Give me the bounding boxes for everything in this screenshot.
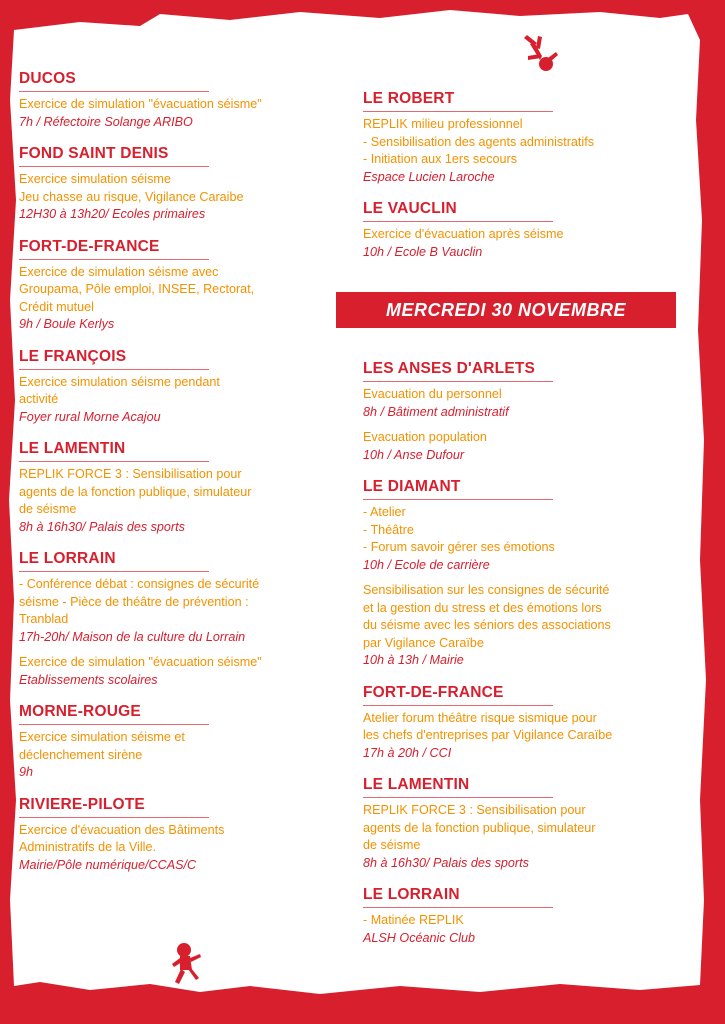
event-description: de séisme <box>19 502 77 516</box>
event-description: et la gestion du stress et des émotions lors <box>363 600 602 615</box>
running-child-icon <box>170 942 204 986</box>
event-description: Atelier forum théâtre risque sismique pour <box>363 710 597 725</box>
event-description: Exercice de simulation "évacuation séisme" <box>19 97 262 111</box>
town-heading: LE LAMENTIN <box>19 440 209 462</box>
event-description: Sensibilisation sur les consignes de sécurité <box>363 583 610 597</box>
event-block <box>363 386 683 421</box>
event-description: Tranblad <box>19 612 69 626</box>
town-heading: LE LAMENTIN <box>363 776 553 798</box>
event-description: Exercice de simulation "évacuation séisme" <box>19 655 262 669</box>
town-heading: FORT-DE-FRANCE <box>19 238 209 260</box>
town-heading: DUCOS <box>19 70 209 92</box>
event-entry <box>19 796 319 875</box>
event-block <box>363 226 683 261</box>
right-column-top <box>363 90 683 275</box>
town-heading: MORNE-ROUGE <box>19 703 209 725</box>
event-description: Exercice d'évacuation des Bâtiments <box>19 822 225 837</box>
town-heading: RIVIERE-PILOTE <box>19 796 209 818</box>
event-block <box>19 466 319 536</box>
event-description: - Forum savoir gérer ses émotions <box>363 540 555 554</box>
town-heading: FORT-DE-FRANCE <box>363 684 553 706</box>
event-entry <box>363 886 683 947</box>
event-description: REPLIK milieu professionnel <box>363 117 523 131</box>
event-entry <box>363 776 683 872</box>
event-time-place: 8h à 16h30/ Palais des sports <box>363 855 529 870</box>
event-time-place: 17h-20h/ Maison de la culture du Lorrain <box>19 629 246 644</box>
event-description: Jeu chasse au risque, Vigilance Caraibe <box>19 189 244 204</box>
town-heading: LE LORRAIN <box>19 550 209 572</box>
event-entry <box>19 145 319 224</box>
event-description: Exercice simulation séisme <box>19 172 171 186</box>
left-column <box>19 70 319 888</box>
event-description: - Initiation aux 1ers secours <box>363 152 517 166</box>
town-heading: LE LORRAIN <box>363 886 553 908</box>
event-description: Exercice d'évacuation après séisme <box>363 227 564 241</box>
event-block <box>19 654 319 689</box>
event-block <box>363 582 683 670</box>
event-entry <box>363 360 683 464</box>
event-description: Exercice simulation séisme pendant <box>19 374 220 389</box>
town-heading: LES ANSES D'ARLETS <box>363 360 553 382</box>
event-description: déclenchement sirène <box>19 747 143 762</box>
event-time-place: Etablissements scolaires <box>19 672 158 687</box>
event-description: - Théâtre <box>363 522 414 537</box>
town-heading: FOND SAINT DENIS <box>19 145 209 167</box>
event-entry <box>19 703 319 782</box>
event-description: Exercice simulation séisme et <box>19 730 185 744</box>
event-time-place: Mairie/Pôle numérique/CCAS/C <box>19 857 197 872</box>
event-block <box>363 710 683 763</box>
event-entry <box>19 238 319 334</box>
event-block <box>19 822 319 875</box>
event-time-place: 8h / Bâtiment administratif <box>363 404 509 419</box>
event-time-place: 9h / Boule Kerlys <box>19 317 115 331</box>
event-description: Groupama, Pôle emploi, INSEE, Rectorat, <box>19 282 255 296</box>
event-block <box>19 96 319 131</box>
event-entry <box>19 550 319 689</box>
event-description: du séisme avec les séniors des associations <box>363 618 611 632</box>
event-description: Evacuation population <box>363 430 487 444</box>
event-block <box>363 504 683 574</box>
event-description: - Atelier <box>363 505 406 519</box>
event-entry <box>363 684 683 763</box>
event-description: agents de la fonction publique, simulateur <box>363 820 596 835</box>
event-block <box>19 264 319 334</box>
event-time-place: 10h / Anse Dufour <box>363 447 465 462</box>
event-entry <box>19 440 319 536</box>
event-time-place: 10h / Ecole de carrière <box>363 557 490 572</box>
town-heading: LE VAUCLIN <box>363 200 553 222</box>
falling-child-icon <box>520 34 560 76</box>
event-entry <box>19 70 319 131</box>
event-time-place: ALSH Océanic Club <box>363 930 475 945</box>
event-time-place: 8h à 16h30/ Palais des sports <box>19 519 185 534</box>
event-block <box>19 576 319 646</box>
event-block <box>363 429 683 464</box>
event-description: - Sensibilisation des agents administratifs <box>363 134 594 149</box>
event-description: activité <box>19 392 59 406</box>
event-time-place: 7h / Réfectoire Solange ARIBO <box>19 114 193 129</box>
event-block <box>363 912 683 947</box>
event-block <box>19 374 319 427</box>
event-description: REPLIK FORCE 3 : Sensibilisation pour <box>363 803 586 817</box>
right-column-bottom <box>363 360 683 961</box>
event-entry <box>363 90 683 186</box>
day-banner-label: MERCREDI 30 NOVEMBRE <box>385 300 627 320</box>
event-entry <box>363 478 683 670</box>
town-heading: LE FRANÇOIS <box>19 348 209 370</box>
event-description: - Matinée REPLIK <box>363 913 464 927</box>
event-description: par Vigilance Caraïbe <box>363 635 484 650</box>
event-description: de séisme <box>363 838 421 852</box>
event-description: REPLIK FORCE 3 : Sensibilisation pour <box>19 467 242 481</box>
event-time-place: Espace Lucien Laroche <box>363 169 495 184</box>
event-block <box>19 729 319 782</box>
event-time-place: 17h à 20h / CCI <box>363 745 452 760</box>
event-description: séisme - Pièce de théâtre de prévention : <box>19 594 249 609</box>
event-description: Exercice de simulation séisme avec <box>19 264 219 279</box>
event-block <box>363 802 683 872</box>
event-time-place: 10h à 13h / Mairie <box>363 653 464 667</box>
event-entry <box>19 348 319 427</box>
event-description: Administratifs de la Ville. <box>19 840 156 854</box>
event-description: les chefs d'entreprises par Vigilance Caraïbe <box>363 728 613 742</box>
event-block <box>363 116 683 186</box>
event-entry <box>363 200 683 261</box>
event-time-place: 9h <box>19 765 34 779</box>
event-time-place: 10h / Ecole B Vauclin <box>363 244 483 259</box>
event-description: Evacuation du personnel <box>363 387 502 401</box>
event-description: Crédit mutuel <box>19 299 94 314</box>
event-description: agents de la fonction publique, simulateur <box>19 484 252 499</box>
event-block <box>19 171 319 224</box>
event-time-place: Foyer rural Morne Acajou <box>19 409 161 424</box>
event-description: - Conférence débat : consignes de sécurité <box>19 577 260 591</box>
day-banner <box>336 292 676 328</box>
event-time-place: 12H30 à 13h20/ Ecoles primaires <box>19 207 206 221</box>
town-heading: LE ROBERT <box>363 90 553 112</box>
town-heading: LE DIAMANT <box>363 478 553 500</box>
